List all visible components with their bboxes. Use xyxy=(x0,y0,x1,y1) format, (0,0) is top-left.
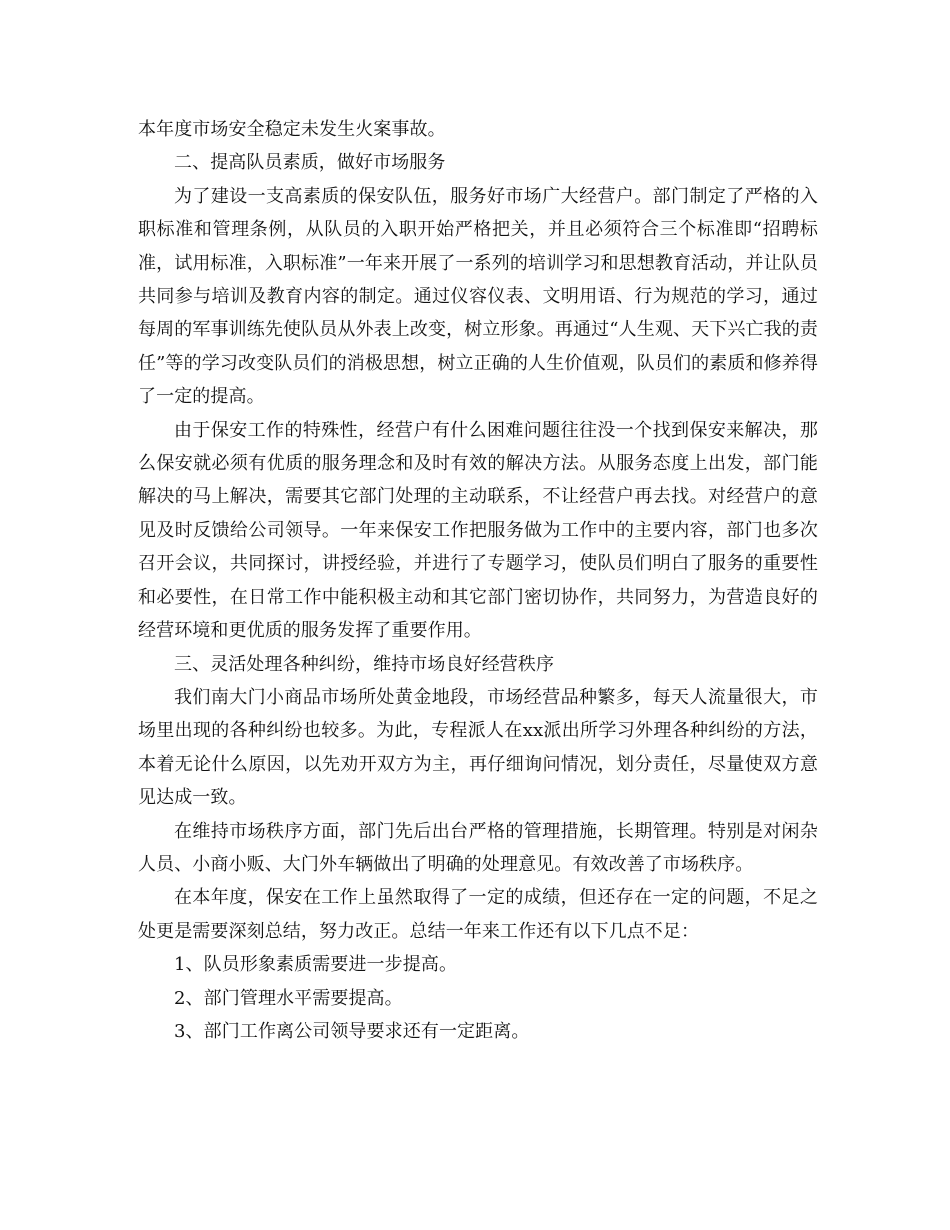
paragraph-6: 我们南大门小商品市场所处黄金地段，市场经营品种繁多，每天人流量很大，市场里出现的各种纠纷也较多。为此，专程派人在xx派出所学习外理各种纠纷的方法，本着无论什么原因，以先劝开双方为主，再仔细询问情况，划分责任，尽量使双方意见达成一致。 xyxy=(138,686,818,809)
paragraph-8: 在本年度，保安在工作上虽然取得了一定的成绩，但还存在一定的问题，不足之处更是需要深刻总结，努力改正。总结一年来工作还有以下几点不足： xyxy=(138,887,818,942)
list-item-2: 2、部门管理水平需要提高。 xyxy=(174,987,403,1009)
document-body xyxy=(138,113,818,1048)
section-heading-2: 二、提高队员素质，做好市场服务 xyxy=(174,152,446,174)
list-item-3: 3、部门工作离公司领导要求还有一定距离。 xyxy=(174,1020,530,1042)
paragraph-1: 本年度市场安全稳定未发生火案事故。 xyxy=(138,119,446,140)
paragraph-4: 由于保安工作的特殊性，经营户有什么困难问题往往没一个找到保安来解决，那么保安就必须有优质的服务理念和及时有效的解决方法。从服务态度上出发，部门能解决的马上解决，需要其它部门处理的主动联系，不让经营户再去找。对经营户的意见及时反馈给公司领导。一年来保安工作把服务做为工作中的主要内容，部门也多次召开会议，共同探讨，讲授经验，并进行了专题学习，使队员们明白了服务的重要性和必要性，在日常工作中能积极主动和其它部门密切协作，共同努力，为营造良好的经营环境和更优质的服务发挥了重要作用。 xyxy=(138,419,818,642)
paragraph-7: 在维持市场秩序方面，部门先后出台严格的管理措施，长期管理。特别是对闲杂人员、小商小贩、大门外车辆做出了明确的处理意见。有效改善了市场秩序。 xyxy=(138,820,818,875)
list-item-1: 1、队员形象素质需要进一步提高。 xyxy=(174,954,458,976)
section-heading-3: 三、灵活处理各种纠纷，维持市场良好经营秩序 xyxy=(174,653,555,675)
paragraph-3: 为了建设一支高素质的保安队伍，服务好市场广大经营户。部门制定了严格的入职标准和管理条例，从队员的入职开始严格把关，并且必须符合三个标准即“招聘标准，试用标准，入职标准”一年来开展了一系列的培训学习和思想教育活动，并让队员共同参与培训及教育内容的制定。通过仪容仪表、文明用语、行为规范的学习，通过每周的军事训练先使队员从外表上改变，树立形象。再通过“人生观、天下兴亡我的责任”等的学习改变队员们的消极思想，树立正确的人生价值观，队员们的素质和修养得了一定的提高。 xyxy=(138,185,818,408)
